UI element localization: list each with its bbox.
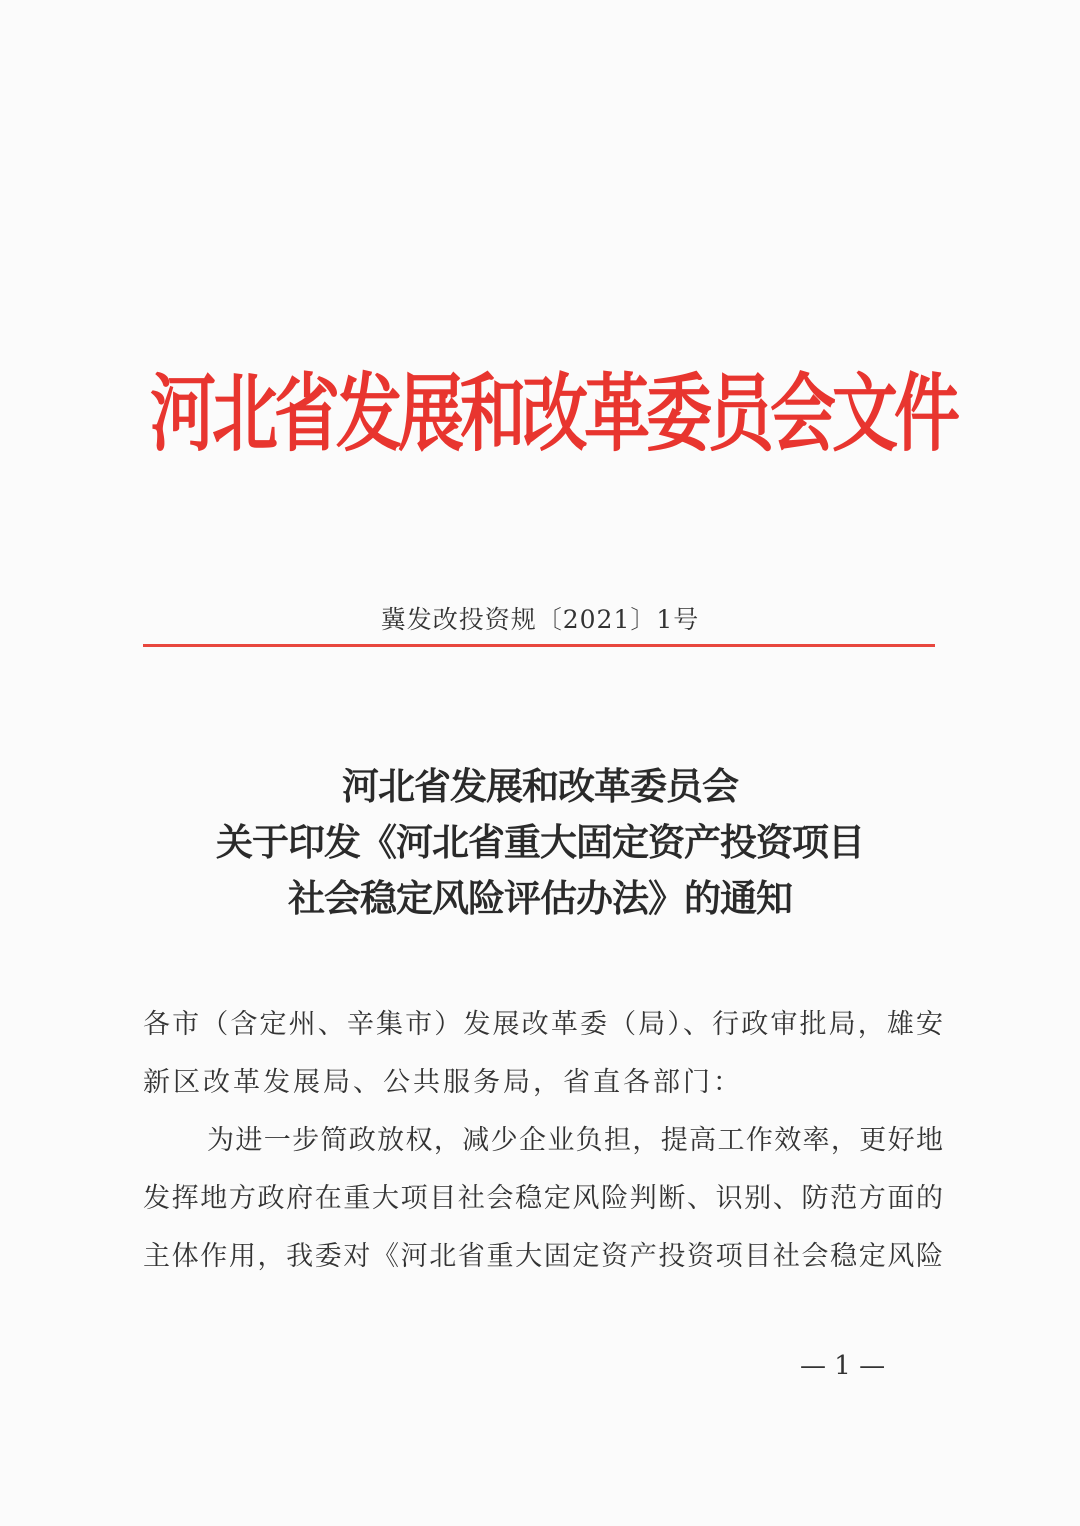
document-number: 冀发改投资规〔2021〕1号 [380, 605, 700, 634]
title-line-1: 河北省发展和改革委员会 [342, 764, 738, 808]
title-line-3: 社会稳定风险评估办法》的通知 [288, 876, 792, 920]
body-line-paragraph-1: 为进一步简政放权，减少企业负担，提高工作效率，更好地 [207, 1125, 943, 1156]
issuer-banner: 河北省发展和改革委员会文件 [150, 365, 956, 464]
title-line-2: 关于印发《河北省重大固定资产投资项目 [216, 820, 864, 864]
body-line-paragraph-2: 发挥地方政府在重大项目社会稳定风险判断、识别、防范方面的 [143, 1183, 943, 1214]
notice-title [100, 758, 980, 926]
body-text [143, 996, 943, 1286]
body-line-addressee-1: 各市（含定州、辛集市）发展改革委（局）、行政审批局，雄安 [143, 1009, 943, 1040]
body-line-paragraph-3: 主体作用，我委对《河北省重大固定资产投资项目社会稳定风险 [143, 1241, 943, 1272]
page-number: — 1 — [800, 1351, 886, 1381]
body-line-addressee-2: 新区改革发展局、公共服务局，省直各部门： [143, 1067, 743, 1098]
red-divider-line [143, 644, 935, 647]
